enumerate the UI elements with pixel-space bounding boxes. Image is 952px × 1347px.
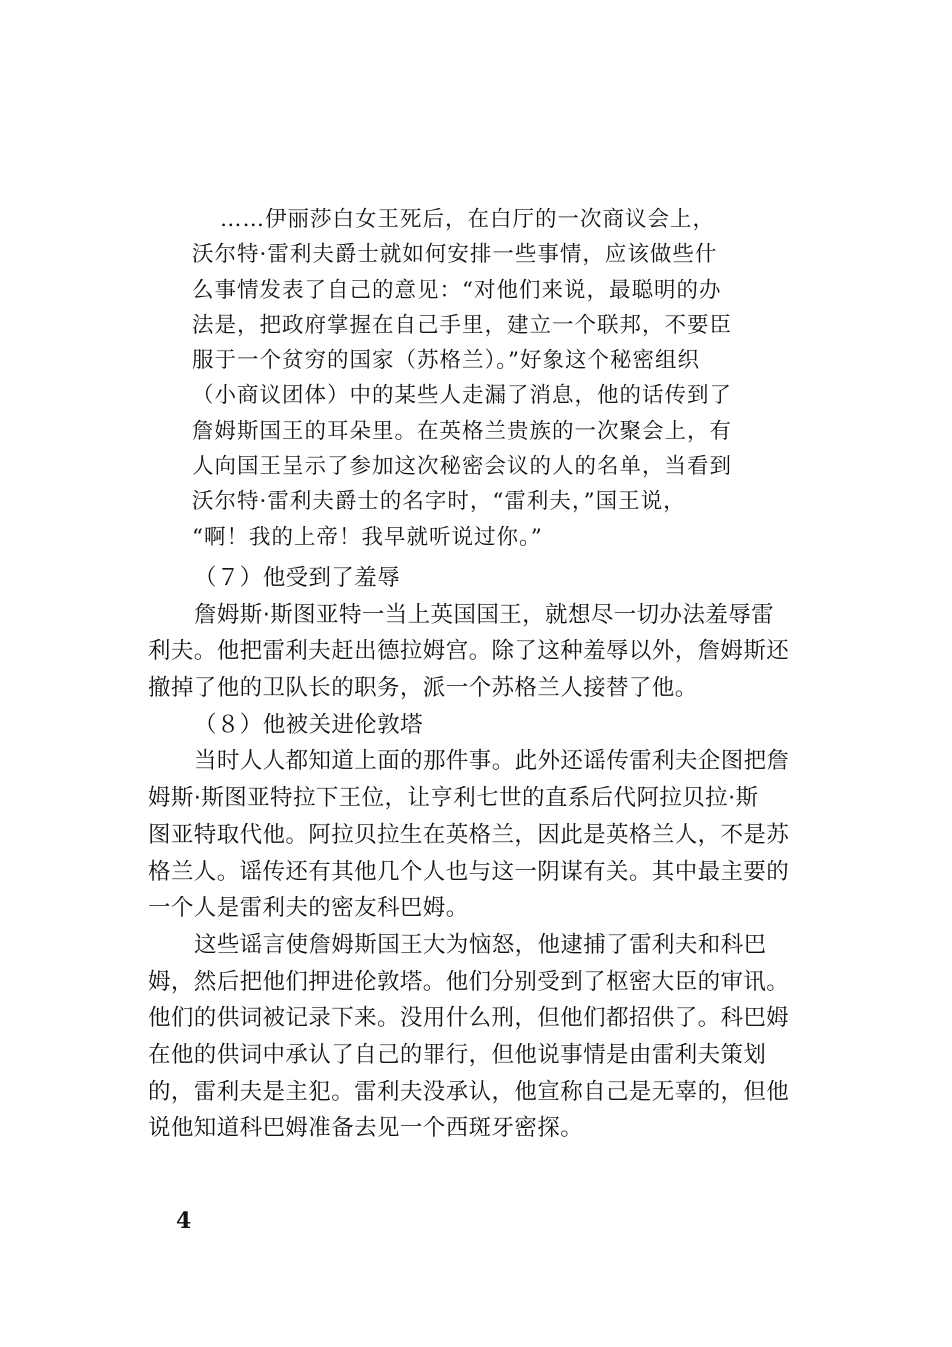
quote-line: 法是，把政府掌握在自己手里，建立一个联邦，不要臣 xyxy=(192,312,733,338)
body-line: 他们的供词被记录下来。没用什么刑，但他们都招供了。科巴姆 xyxy=(148,1005,790,1032)
body-line: 詹姆斯·斯图亚特一当上英国国王，就想尽一切办法羞辱雷 xyxy=(194,601,775,628)
body-line: 在他的供词中承认了自己的罪行，但他说事情是由雷利夫策划 xyxy=(148,1041,767,1068)
body-line: 当时人人都知道上面的那件事。此外还谣传雷利夫企图把詹 xyxy=(194,748,790,775)
section-heading-7: （７）他受到了羞辱 xyxy=(194,565,401,591)
body-line: 图亚特取代他。阿拉贝拉生在英格兰，因此是英格兰人，不是苏 xyxy=(148,821,790,848)
quote-line: 人向国王呈示了参加这次秘密会议的人的名单，当看到 xyxy=(192,454,733,480)
quote-line: 服于一个贫穷的国家（苏格兰）。”好象这个秘密组织 xyxy=(192,348,700,374)
quoted-passage xyxy=(192,202,792,555)
quote-line: （小商议团体）中的某些人走漏了消息，他的话传到了 xyxy=(192,383,733,409)
page-number: 4 xyxy=(176,1208,192,1234)
section-heading-8: （８）他被关进伦敦塔 xyxy=(194,711,424,738)
quote-line: 沃尔特·雷利夫爵士就如何安排一些事情，应该做些什 xyxy=(192,242,718,268)
main-text xyxy=(148,560,828,1147)
body-line: 姆斯·斯图亚特拉下王位，让亨利七世的直系后代阿拉贝拉·斯 xyxy=(148,785,759,812)
body-line: 姆，然后把他们押进伦敦塔。他们分别受到了枢密大臣的审讯。 xyxy=(148,968,790,995)
quote-line: ……伊丽莎白女王死后，在白厅的一次商议会上， xyxy=(220,207,716,232)
body-line: 一个人是雷利夫的密友科巴姆。 xyxy=(148,895,469,922)
body-line: 这些谣言使詹姆斯国王大为恼怒，他逮捕了雷利夫和科巴 xyxy=(194,931,767,958)
quote-line: “啊！我的上帝！我早就听说过你。” xyxy=(192,524,543,550)
body-line: 的，雷利夫是主犯。雷利夫没承认，他宣称自己是无辜的，但他 xyxy=(148,1078,790,1105)
body-line: 撤掉了他的卫队长的职务，派一个苏格兰人接替了他。 xyxy=(148,675,698,702)
quote-line: 沃尔特·雷利夫爵士的名字时，“雷利夫，”国王说， xyxy=(192,489,686,515)
quote-line: 詹姆斯国王的耳朵里。在英格兰贵族的一次聚会上，有 xyxy=(192,418,733,444)
body-line: 利夫。他把雷利夫赶出德拉姆宫。除了这种羞辱以外，詹姆斯还 xyxy=(148,638,790,665)
quote-line: 么事情发表了自己的意见：“对他们来说，最聪明的办 xyxy=(192,277,722,303)
body-line: 说他知道科巴姆准备去见一个西斑牙密探。 xyxy=(148,1115,584,1142)
body-line: 格兰人。谣传还有其他几个人也与这一阴谋有关。其中最主要的 xyxy=(148,858,790,885)
